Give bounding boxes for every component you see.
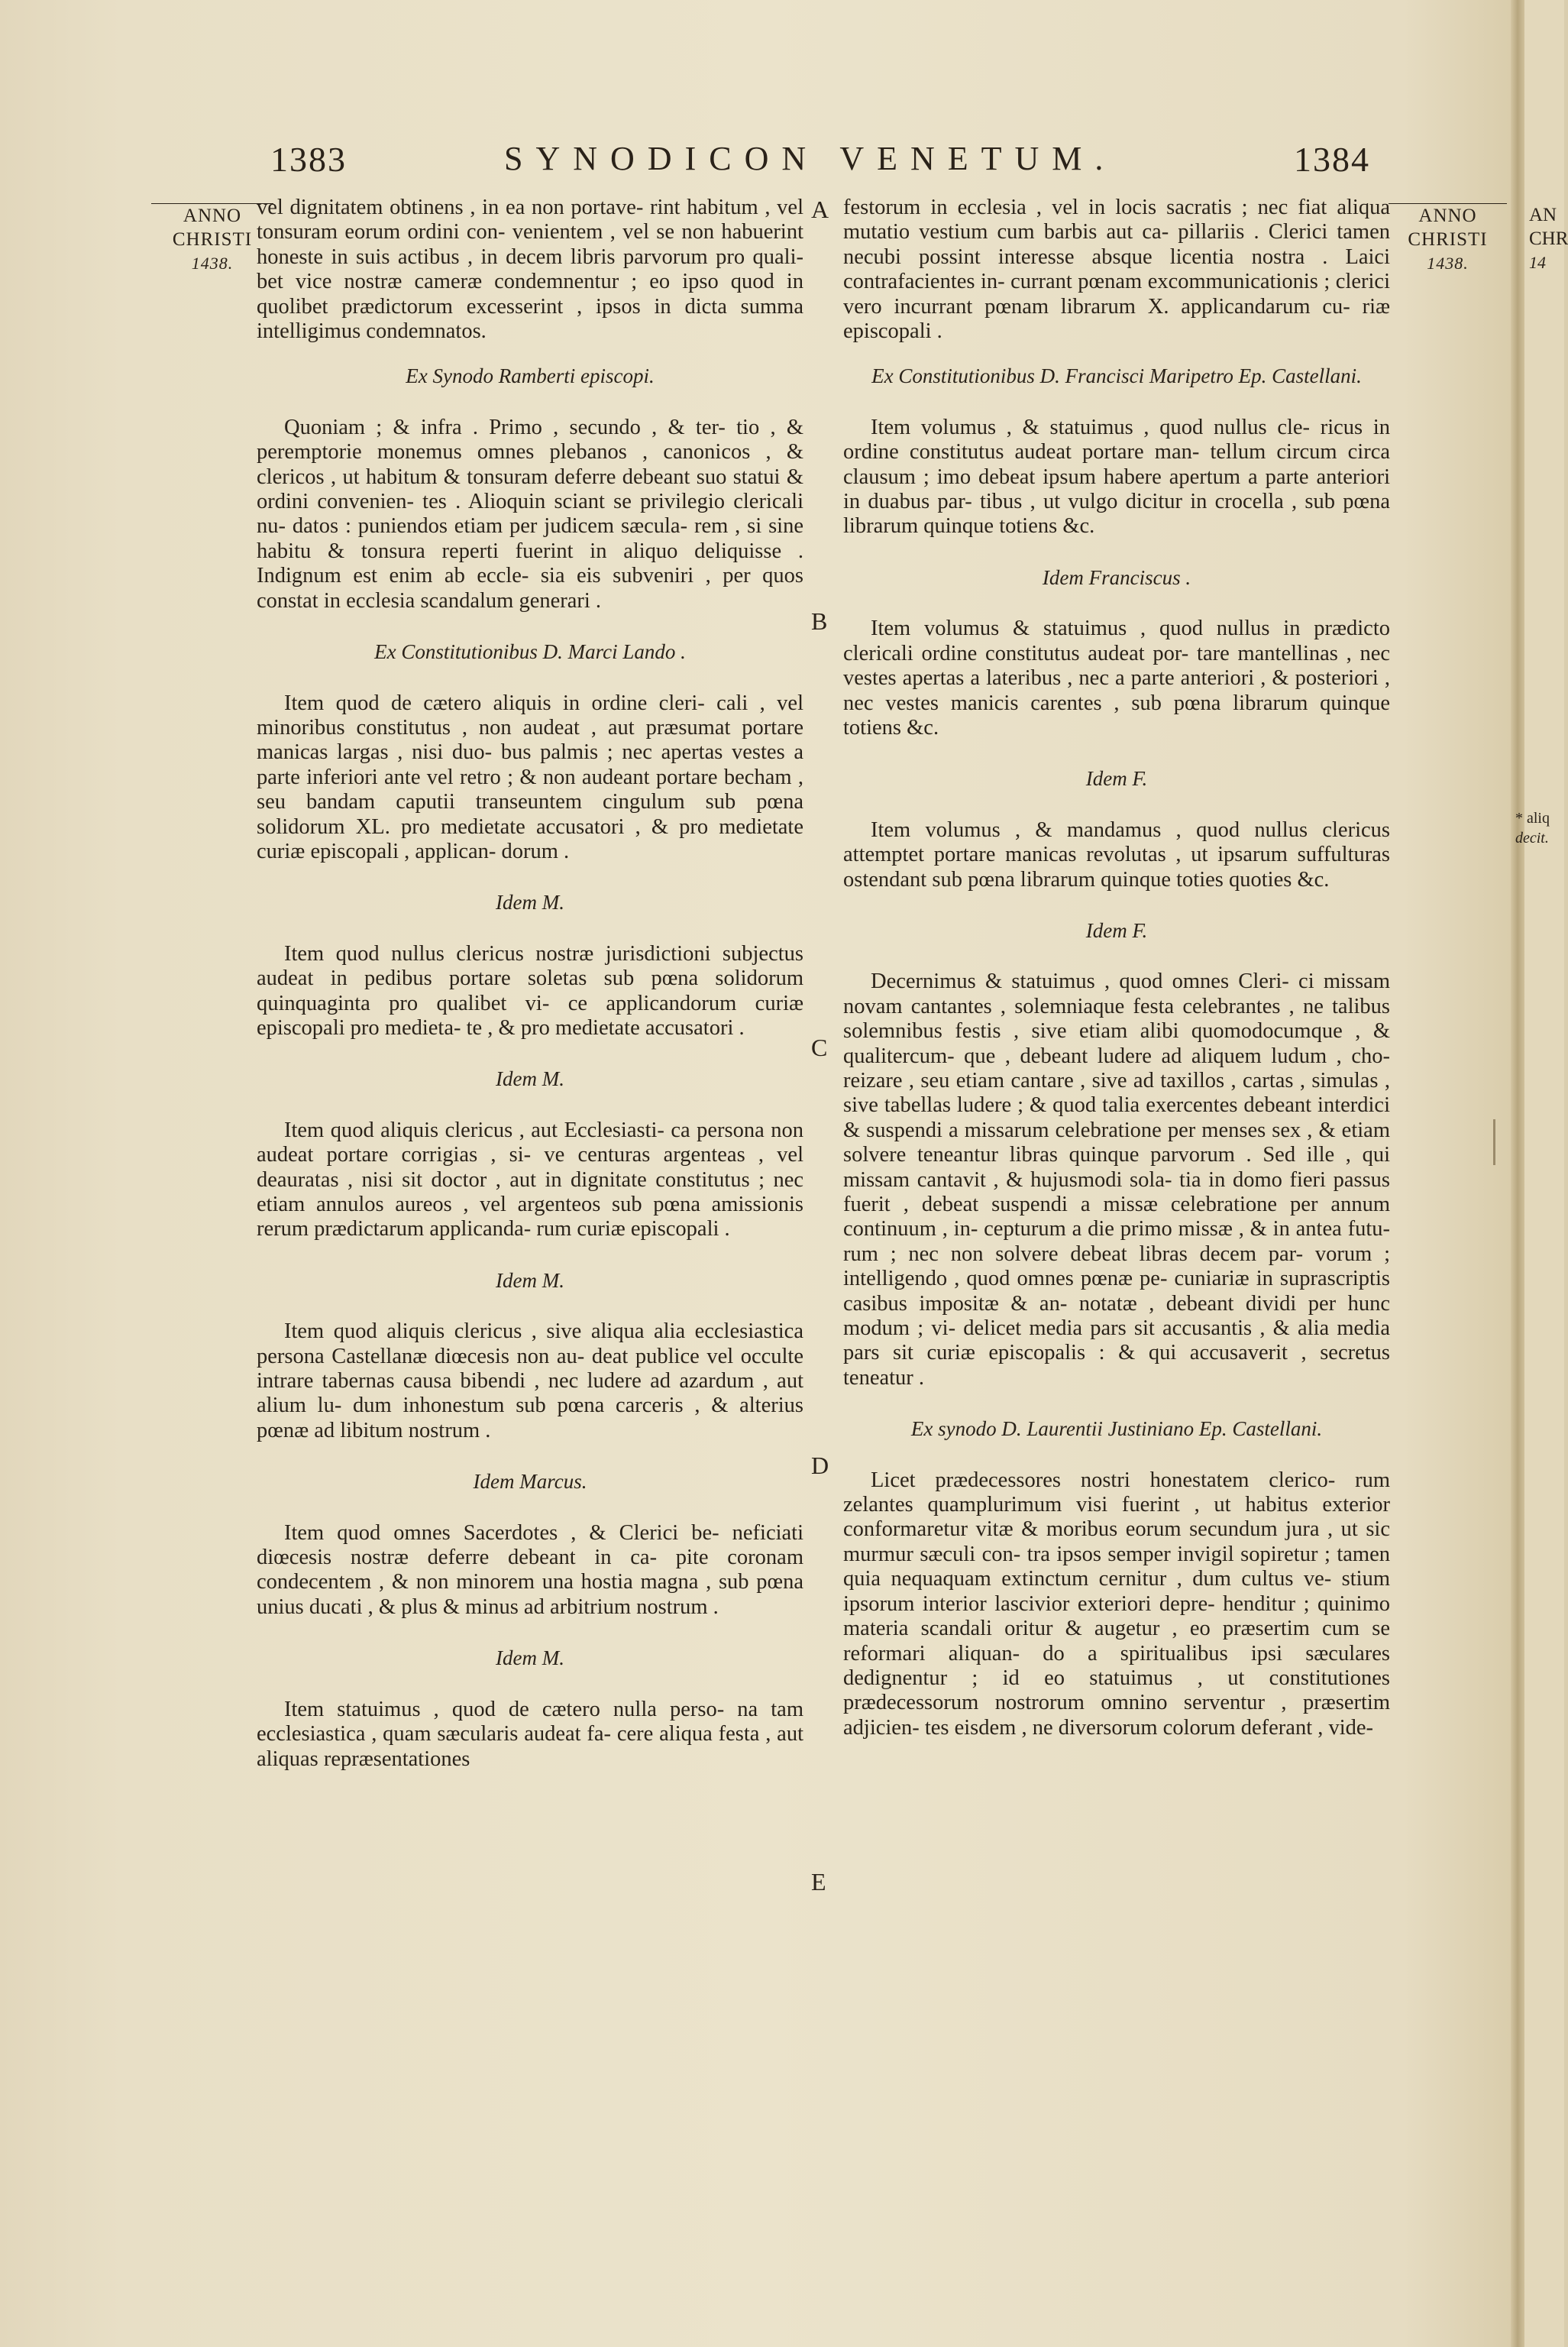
star-note-line2: decit. xyxy=(1515,830,1549,847)
paragraph: Item volumus & statuimus , quod nullus in prædicto clericali ordine constitutus audeat por- tare mantellinas , nec vestes apertas a lateribus , nec a parte anteriori , & posteriori , nec vestes manicis carentes , sub pœna librarum quinque totiens &c. xyxy=(843,617,1390,740)
section-heading: Idem F. xyxy=(1085,918,1148,942)
paragraph: Quoniam ; & infra . Primo , secundo , & ter- tio , & peremptorie monemus omnes plebanos , canonicos , & clericos , ut habitum & tonsuram deferre debeant suo statui & ordini convenien- tes . Alioquin sciant se privilegio clericali nu- datos : puniendos etiam per judicem sæcula- rem , si sine habitu & tonsura reperti fuerint in aliquo deliquisse . Indignum est enim ab eccle- sia eis subveniri , per quos constat in ecclesia scandalum generari . xyxy=(257,415,803,613)
margin-right-anno: ANNO xyxy=(1389,203,1507,228)
section-heading: Ex Constitutionibus D. Marci Lando . xyxy=(374,640,686,664)
margin-star-note xyxy=(1515,808,1561,848)
paragraph: Licet prædecessores nostri honestatem clerico- rum zelantes quamplurimum visi fuerint , ut habitus exterior conformaretur vitæ & moribus eorum secundum jura , ut sic murmur sæculi con- tra ipsos semper invigil sopiretur ; tamen quia nequaquam extinctum cernitur , dum cultus ve- stium ipsorum interior lascivior exteriori depre- henditur ; quinimo materia scandali oritur & augetur , eo præsertim cum se reformari aliquan- do a spiritualibus ipsi sæculares dedignentur ; id eo statuimus , ut constitutiones prædecessorum nostrorum omnino serventur , præsertim adjicien- tes eisdem , ne diversorum colorum deferant , vide- xyxy=(843,1468,1390,1740)
paragraph: Item quod aliquis clericus , aut Ecclesiasti- ca persona non audeat portare corrigias , si- ve centuras argenteas , vel deauratas , nisi sit doctor , aut in dignitate constitutus ; nec etiam annulos aureos , vel argenteos sub pœna amissionis rerum prædictarum applicanda- rum curiæ episcopali . xyxy=(257,1118,803,1241)
paragraph: Item quod aliquis clericus , sive aliqua alia ecclesiastica persona Castellanæ diœcesis non au- deat publice vel occulte intrare tabernas causa bibendi , nec ludere ad azardum , aut alium lu- dum inhonestum sub pœna carceris , & alterius pœnæ ad libitum nostrum . xyxy=(257,1319,803,1442)
fold-mark xyxy=(1493,1119,1495,1165)
paragraph: Item quod nullus clericus nostræ jurisdictioni subjectus audeat in pedibus portare soletas sub pœna solidorum quinquaginta pro qualibet vi- ce applicandorum curiæ episcopali pro medieta- te , & pro medietate accusatori . xyxy=(257,941,803,1040)
next-page-margin-2: CHR xyxy=(1529,228,1568,249)
section-letter-d: D xyxy=(811,1452,829,1479)
margin-left-year: 1438. xyxy=(191,254,234,273)
paragraph: Item quod omnes Sacerdotes , & Clerici be- neficiati diœcesis nostræ deferre debeant in ca- pite coronam condecentem , & non minorem una hostia magna , sub pœna unius ducati , & plus & minus ad arbitrium nostrum . xyxy=(257,1520,803,1619)
section-heading: Ex Constitutionibus D. Francisci Maripetro Ep. Castellani. xyxy=(871,364,1362,388)
margin-right-year: 1438. xyxy=(1427,254,1469,273)
section-heading: Idem F. xyxy=(1085,767,1148,791)
book-gutter xyxy=(1511,0,1524,2347)
paragraph: Item volumus , & statuimus , quod nullus cle- ricus in ordine constitutus audeat portare man- tellum circum circa clausum ; imo debeat ipsum habere apertum a parte anteriori in duabus par- tibus , ut vulgo dicitur in crocella , sub pœna librarum quinque totiens &c. xyxy=(843,415,1390,539)
page-number-right: 1384 xyxy=(1294,140,1370,179)
section-heading: Ex synodo D. Laurentii Justiniano Ep. Castellani. xyxy=(910,1417,1323,1441)
section-heading: Ex Synodo Ramberti episcopi. xyxy=(406,364,655,388)
next-page-margin-3: 14 xyxy=(1529,253,1546,272)
page-number-left: 1383 xyxy=(270,140,347,179)
paragraph: Item volumus , & mandamus , quod nullus clericus attemptet portare manicas revolutas , ut ipsarum suffulturas ostendant sub pœna librarum quinque toties quoties &c. xyxy=(843,817,1390,892)
paragraph: Item quod de cætero aliquis in ordine cleri- cali , vel minoribus constitutus , non audeat , aut præsumat portare manicas largas , nisi duo- bus palmis ; nec apertas vestes a parte inferiori ante vel retro ; & non audeant portare becham , seu bandam caputii transeuntem cingulum sub pœna solidorum XL. pro medietate accusatori , & pro medietate curiæ episcopali , applican- dorum . xyxy=(257,691,803,863)
right-column xyxy=(843,196,1390,1740)
margin-note-left xyxy=(151,203,273,275)
next-page-margin-1: AN xyxy=(1529,205,1557,225)
section-letter-c: C xyxy=(811,1034,828,1061)
section-heading: Idem M. xyxy=(496,1646,564,1670)
section-heading: Idem Marcus. xyxy=(473,1470,587,1494)
section-letter-b: B xyxy=(811,607,828,635)
paragraph: vel dignitatem obtinens , in ea non portave- rint habitum , vel tonsuram eorum ordini con- venientem , vel se non habuerint honeste in suis actibus , in decem libris parvorum pro quali- bet vice nostræ cameræ condemnentur ; eo ipso quod in quolibet prædictorum excesserint , ipsos in dicta summa intelligimus condemnatos. xyxy=(257,196,803,344)
margin-left-anno: ANNO xyxy=(151,203,273,228)
margin-note-right xyxy=(1389,203,1507,275)
running-title: SYNODICON VENETUM. xyxy=(504,140,1117,177)
section-letter-a: A xyxy=(811,196,829,223)
section-heading: Idem M. xyxy=(496,1268,564,1292)
next-page-edge xyxy=(1524,0,1568,2347)
section-heading: Idem Franciscus . xyxy=(1042,565,1191,589)
margin-left-christi: CHRISTI xyxy=(172,229,253,250)
margin-right-christi: CHRISTI xyxy=(1408,229,1488,250)
star-note-line1: * aliq xyxy=(1515,810,1550,827)
left-column xyxy=(257,196,803,1772)
paragraph: Item statuimus , quod de cætero nulla perso- na tam ecclesiastica , quam sæcularis audeat fa- cere aliqua festa , aut aliquas repræsentationes xyxy=(257,1697,803,1771)
paragraph: festorum in ecclesia , vel in locis sacratis ; nec fiat aliqua mutatio vestium cum barbis aut ca- pillariis . Clerici tamen necubi possint interesse absque licentia nostra . Laici contrafacientes in- currant pœnam excommunicationis ; clerici vero incurrant pœnam librarum X. applicandarum cu- riæ episcopali . xyxy=(843,196,1390,344)
section-heading: Idem M. xyxy=(496,1067,564,1091)
section-letter-e: E xyxy=(811,1868,826,1895)
paragraph: Decernimus & statuimus , quod omnes Cleri- ci missam novam cantantes , solemniaque festa celebrantes , ne talibus solemnibus festis , sive etiam alibi quomodocumque , & qualitercum- que , debeant ludere ad aliquem ludum , cho- reizare , seu etiam cantare , sive ad taxillos , cartas , simulas , sive tabellas ludere ; & quod talia exercentes debeant interdici & suspendi a missarum celebratione per menses sex , & etiam solvere teneantur libras quinque parvorum . Sed ille , qui missam cantavit , & hujusmodi sola- tia in domo fieri passus fuerit , debeat suspendi a missæ celebratione per annum continuum , in- cepturum a die primo missæ , & in antea futu- rum ; nec non solvere debeat libras decem par- vorum ; intelligendo , quod omnes pœnæ pe- cuniariæ in suprascriptis casibus impositæ & an- notatæ , debeant dividi per hunc modum ; vi- delicet media pars sit accusantis , & alia media pars sit curiæ episcopalis : & qui accusaverit , secretus teneatur . xyxy=(843,970,1390,1390)
section-heading: Idem M. xyxy=(496,891,564,915)
